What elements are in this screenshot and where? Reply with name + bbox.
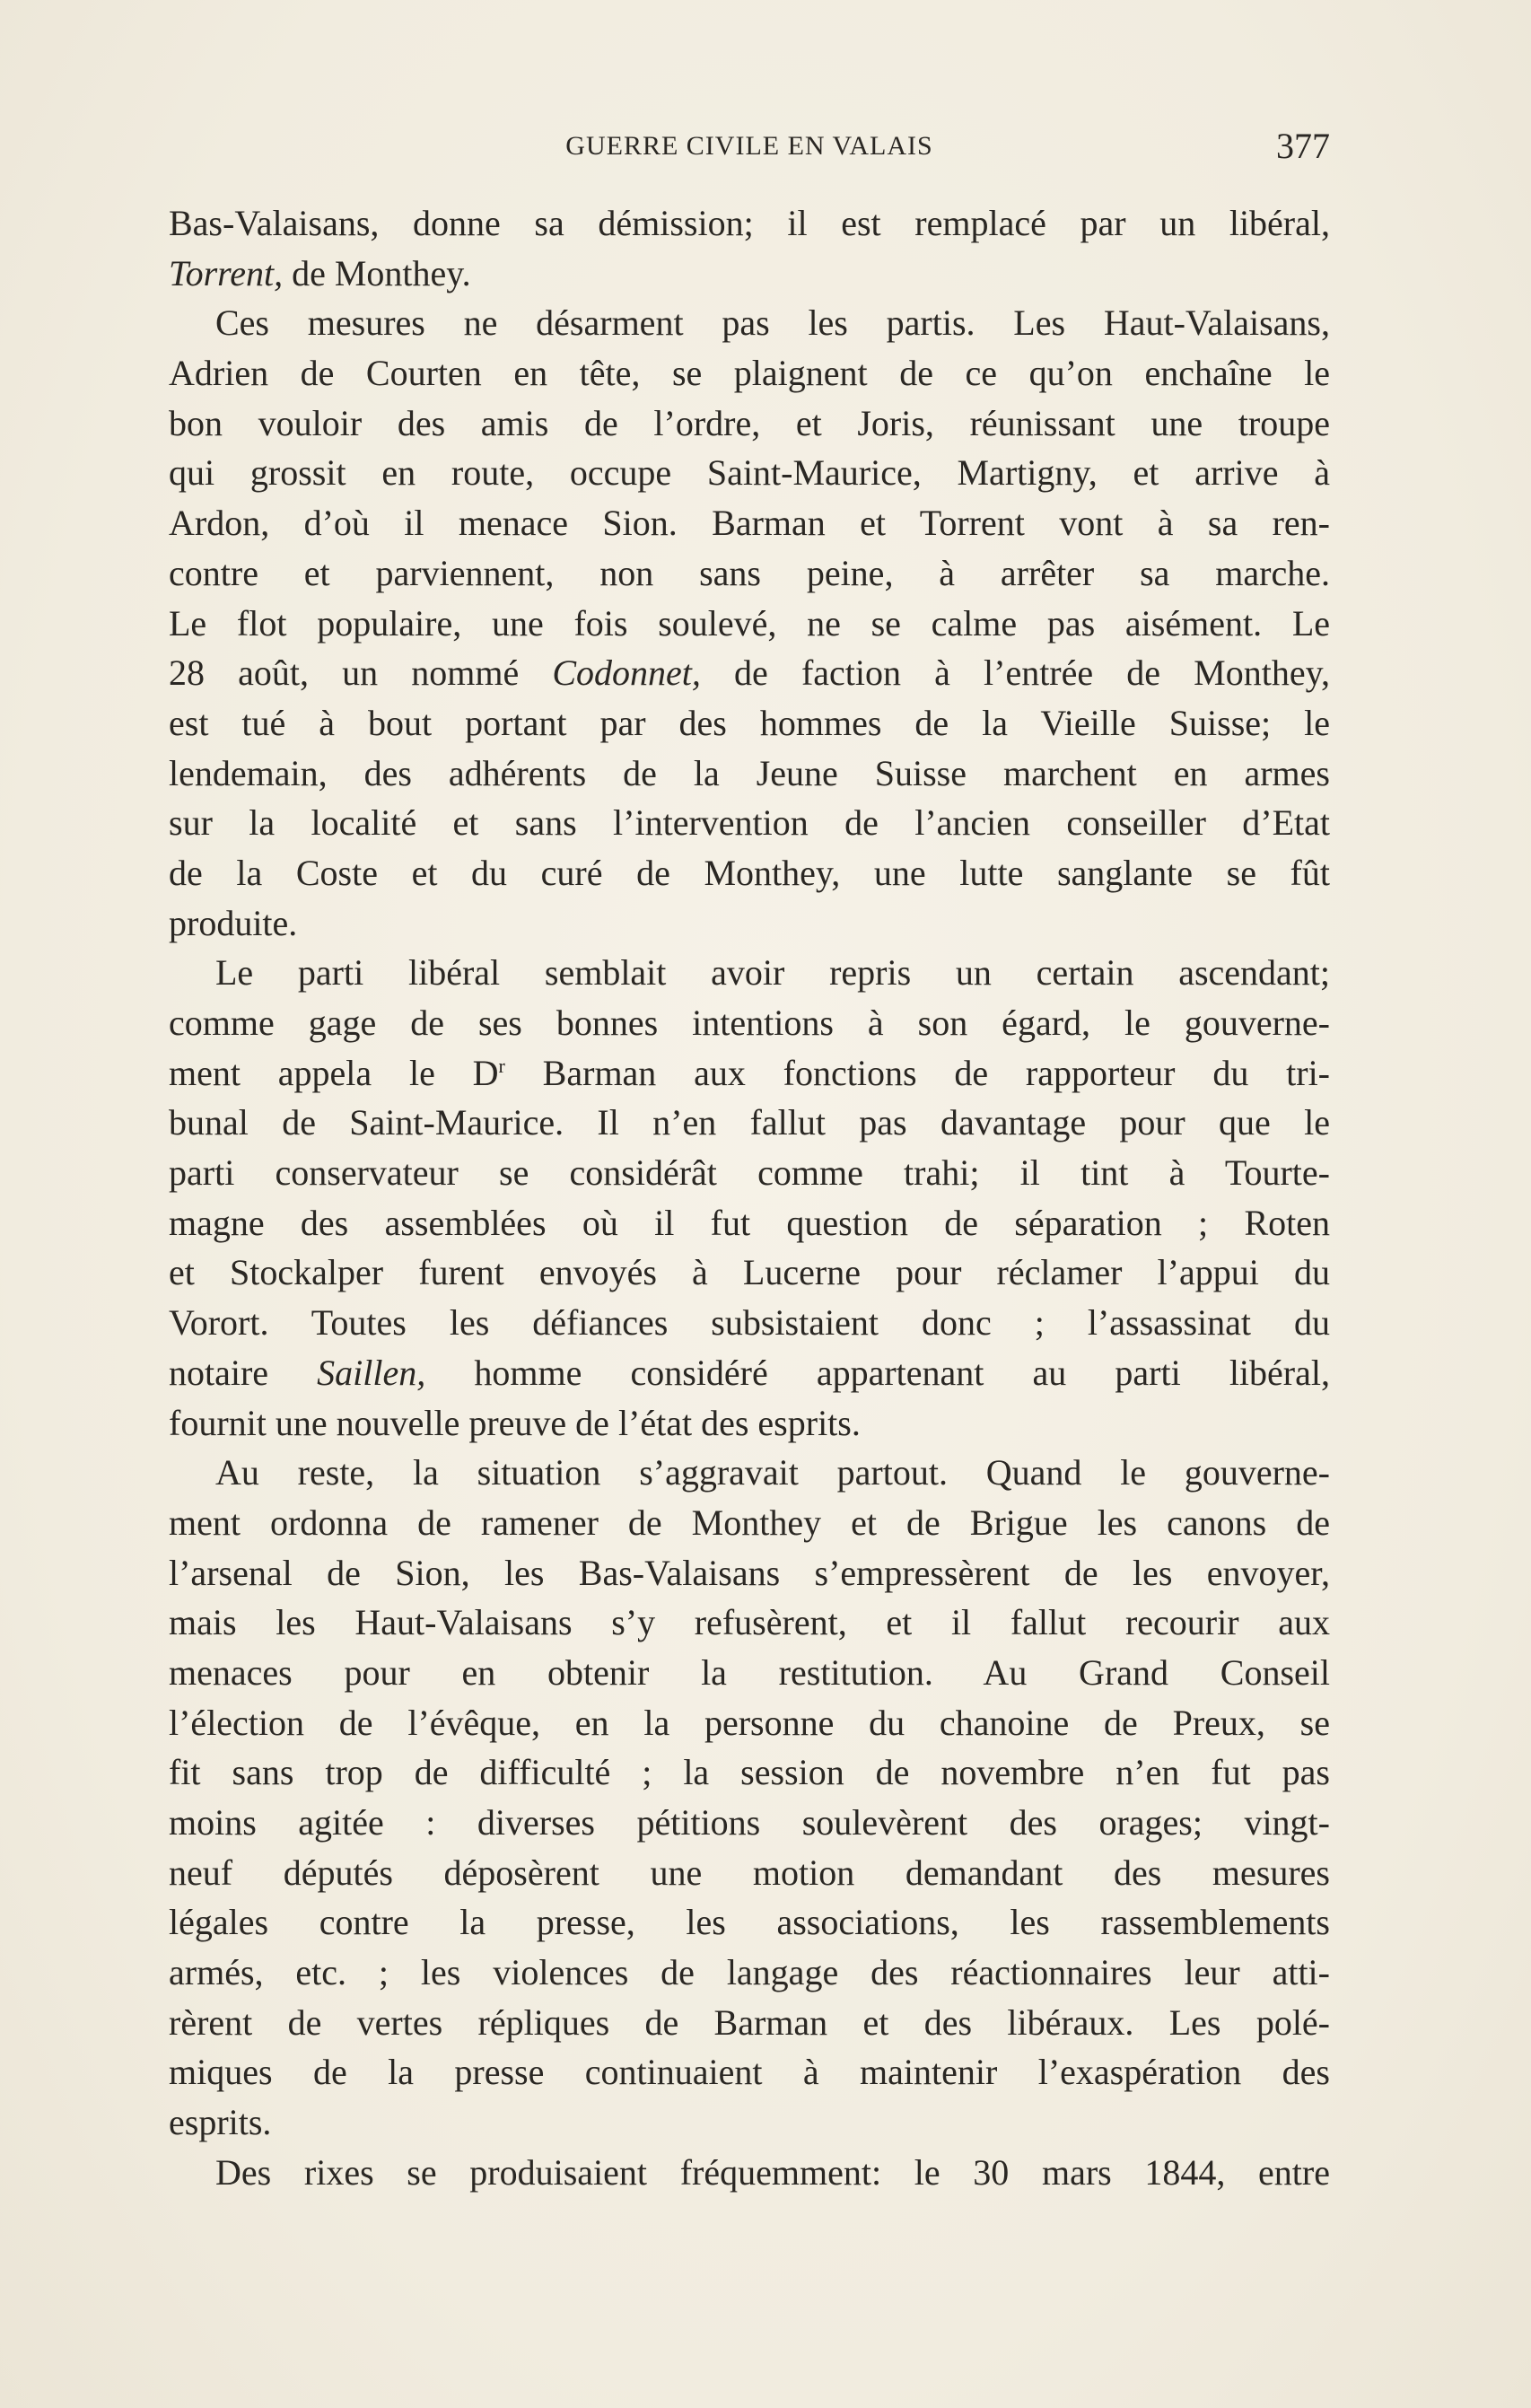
person-name: Codonnet,: [552, 652, 701, 694]
text-line: [169, 1348, 1330, 1398]
text-line: armés, etc. ; les violences de langage des réactionnaires leur atti-: [169, 1952, 1330, 1993]
text-line: Vorort. Toutes les défiances subsistaient donc ; l’assassinat du: [169, 1302, 1330, 1344]
person-name: Torrent,: [169, 252, 284, 293]
person-name: Saillen,: [317, 1352, 426, 1393]
text-segment: notaire: [169, 1352, 318, 1393]
text-line: miques de la presse continuaient à maintenir l’exaspération des: [169, 2052, 1330, 2093]
paragraph-first-line: Ces mesures ne désarment pas les partis. Les Haut-Valaisans,: [215, 302, 1330, 344]
running-head: [169, 124, 1330, 169]
text-line: comme gage de ses bonnes intentions à son égard, le gouverne-: [169, 1003, 1330, 1043]
text-line: produite.: [169, 902, 298, 943]
text-line: menaces pour en obtenir la restitution. Au Grand Conseil: [169, 1651, 1330, 1693]
text-line: [169, 249, 1330, 299]
paragraph-first-line: Des rixes se produisaient fréquemment: le 30 mars 1844, entre: [215, 2151, 1330, 2193]
text-line: neuf députés déposèrent une motion demandant des mesures: [169, 1852, 1330, 1893]
text-line: est tué à bout portant par des hommes de la Vieille Suisse; le: [169, 702, 1330, 743]
text-line: Bas-Valaisans, donne sa démission; il est remplacé par un libéral,: [169, 203, 1330, 243]
text-line: bunal de Saint-Maurice. Il n’en fallut pas davantage pour que le: [169, 1102, 1330, 1143]
page-number: 377: [1276, 126, 1330, 166]
text-line: ment ordonna de ramener de Monthey et de Brigue les canons de: [169, 1502, 1330, 1543]
text-line: lendemain, des adhérents de la Jeune Suisse marchent en armes: [169, 752, 1330, 793]
text-segment: de faction à l’entrée de Monthey,: [700, 652, 1330, 694]
text-line: qui grossit en route, occupe Saint-Maurice, Martigny, et arrive à: [169, 452, 1330, 494]
text-line: de la Coste et du curé de Monthey, une lutte sanglante se fût: [169, 852, 1330, 893]
text-line: l’arsenal de Sion, les Bas-Valaisans s’empressèrent de les envoyer,: [169, 1552, 1330, 1593]
text-line: et Stockalper furent envoyés à Lucerne pour réclamer l’appui du: [169, 1252, 1330, 1293]
paragraph-first-line: Au reste, la situation s’aggravait partout. Quand le gouverne-: [215, 1452, 1330, 1493]
text-line: l’élection de l’évêque, en la personne du chanoine de Preux, se: [169, 1702, 1330, 1743]
text-line: magne des assemblées où il fut question de séparation ; Roten: [169, 1202, 1330, 1243]
text-line: rèrent de vertes répliques de Barman et des libéraux. Les polé-: [169, 2001, 1330, 2043]
text-line: Le flot populaire, une fois soulevé, ne se calme pas aisément. Le: [169, 602, 1330, 644]
body-text: [169, 198, 1330, 2198]
text-line: fournit une nouvelle preuve de l’état des esprits.: [169, 1402, 861, 1443]
text-segment: homme considéré appartenant au parti libéral,: [425, 1352, 1330, 1393]
superscript: r: [498, 1054, 505, 1077]
text-line: mais les Haut-Valaisans s’y refusèrent, et il fallut recourir aux: [169, 1602, 1330, 1643]
text-line: contre et parviennent, non sans peine, à arrêter sa marche.: [169, 552, 1330, 593]
text-segment: ment appela le D: [169, 1052, 499, 1093]
text-line: [169, 648, 1330, 698]
text-line: parti conservateur se considérât comme trahi; il tint à Tourte-: [169, 1152, 1330, 1194]
text-line: Ardon, d’où il menace Sion. Barman et Torrent vont à sa ren-: [169, 503, 1330, 544]
text-line: Adrien de Courten en tête, se plaignent de ce qu’on enchaîne le: [169, 353, 1330, 394]
paragraph-first-line: Le parti libéral semblait avoir repris un certain ascendant;: [215, 952, 1330, 994]
text-line: [169, 1048, 1330, 1099]
text-segment: de Monthey.: [283, 252, 471, 293]
running-title: GUERRE CIVILE EN VALAIS: [565, 131, 933, 161]
text-line: sur la localité et sans l’intervention de l’ancien conseiller d’Etat: [169, 802, 1330, 844]
text-line: bon vouloir des amis de l’ordre, et Joris, réunissant une troupe: [169, 402, 1330, 443]
text-line: esprits.: [169, 2102, 272, 2143]
text-line: légales contre la presse, les associations, les rassemblements: [169, 1902, 1330, 1943]
text-segment: Barman aux fonctions de rapporteur du tri-: [504, 1052, 1330, 1093]
text-line: moins agitée : diverses pétitions soulevèrent des orages; vingt-: [169, 1802, 1330, 1843]
text-line: fit sans trop de difficulté ; la session de novembre n’en fut pas: [169, 1752, 1330, 1793]
text-segment: 28 août, un nommé: [169, 652, 553, 694]
